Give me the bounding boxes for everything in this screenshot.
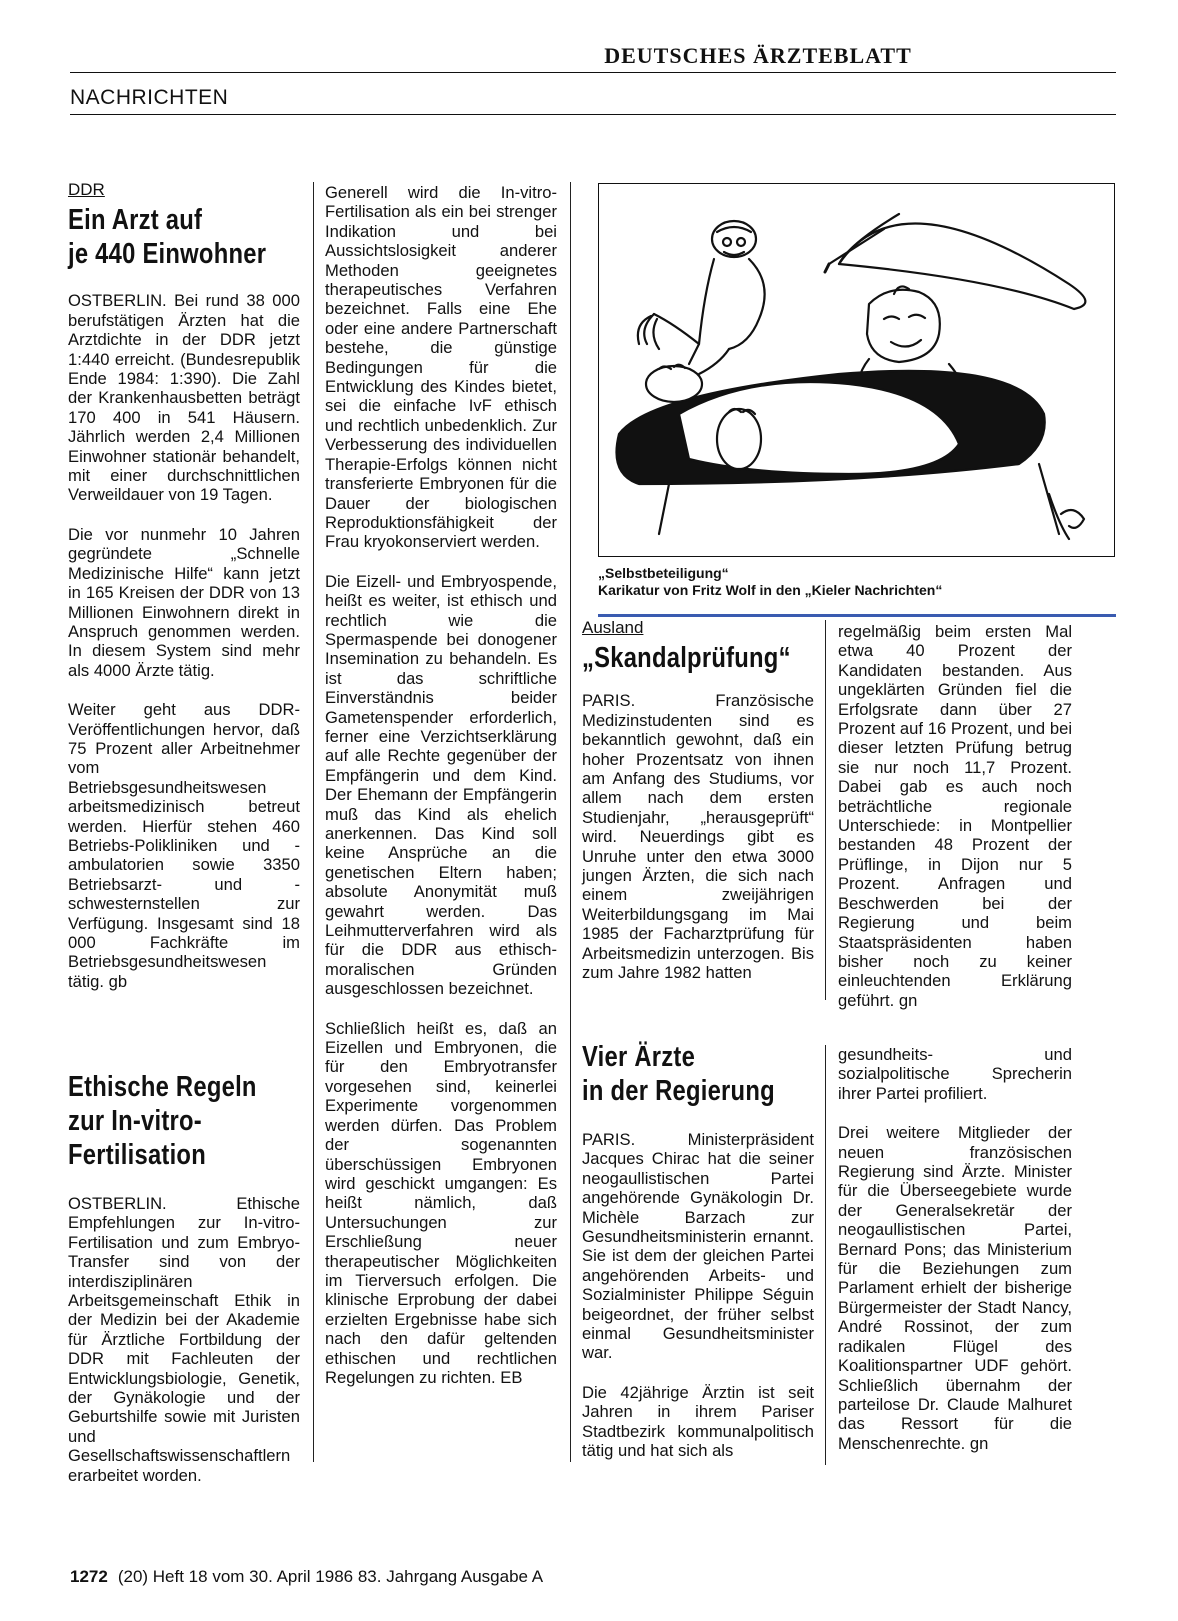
column-divider bbox=[570, 182, 571, 1462]
paragraph: Die 42jährige Ärztin ist seit Jahren in ihrem Pariser Stadtbezirk kommunalpolitisch tätig und hat sich als bbox=[582, 1382, 814, 1461]
headline: „Skandalprüfung“ bbox=[582, 642, 791, 675]
paragraph: PARIS. Ministerpräsident Jacques Chirac hat die seiner neogaullistischen Partei angehörende Gynäkologin Dr. Michèle Barzach zur Gesundheitsministerin ernannt. Sie ist dem der gleichen Partei angehörenden Arbeits- und Sozialminister Philippe Séguin beigeordnet, der früher selbst einmal Gesundheitsminister war. bbox=[582, 1130, 814, 1363]
headline: Ein Arzt auf je 440 Einwohner bbox=[68, 204, 267, 271]
paragraph: OSTBERLIN. Ethische Empfehlungen zur In-vitro-Fertilisation und zum Embryo-Transfer sind von der interdisziplinären Arbeitsgemeinschaft Ethik in der Medizin bei der Akademie für Ärztliche Fortbildung der DDR mit Fachleuten der Entwicklungsbiologie, Genetik, der Gynäkologie und der Geburtshilfe sowie mit Juristen und Gesellschaftswissenschaftlern erarbeitet worden. bbox=[68, 1194, 300, 1485]
caption-title: „Selbstbeteiligung“ bbox=[598, 565, 729, 581]
column-divider bbox=[825, 620, 826, 1000]
kicker: DDR bbox=[68, 180, 105, 199]
headline: Vier Ärzte in der Regierung bbox=[582, 1041, 775, 1107]
column-divider bbox=[825, 1045, 826, 1465]
paragraph: Die Eizell- und Embryospende, heißt es weiter, ist ethisch und rechtlich wie die Spermaspende bei donogener Insemination zu behandeln. Es ist das schriftliche Einverständnis beider Gametenspender erforderlich, ferner eine Verzichtserklärung auf alle Rechte gegenüber der Empfängerin und dem Kind. Der Ehemann der Empfängerin muß das Kind als ehelich anerkennen. Das Kind soll keine Ansprüche an die genetischen Eltern haben; absolute Anonymität muß gewahrt werden. Das Leihmutterverfahren wird als für die DDR aus ethisch-moralischen Gründen ausgeschlossen bezeichnet. bbox=[325, 571, 557, 999]
paragraph: PARIS. Französische Medizinstudenten sind es bekanntlich gewohnt, daß ein hoher Prozentsatz von ihnen am Anfang des Studiums, vor allem nach dem ersten Studienjahr, „herausgeprüft“ wird. Neuerdings gibt es Unruhe unter den etwa 3000 jungen Ärzten, die sich nach einem zweijährigen Weiterbildungsgang im Mai 1985 der Facharztprüfung für Arbeitsmedizin unterzogen. Bis zum Jahre 1982 hatten bbox=[582, 691, 814, 983]
article-ddr bbox=[68, 180, 300, 1011]
column-divider bbox=[313, 182, 314, 1462]
page-number: 1272 bbox=[70, 1567, 108, 1586]
masthead: DEUTSCHES ÄRZTEBLATT bbox=[604, 43, 912, 68]
paragraph: Die vor nunmehr 10 Jahren gegründete „Schnelle Medizinische Hilfe“ kann jetzt in 165 Kreisen der DDR von 13 Millionen Einwohnern direkt in Anspruch genommen werden. In diesem System sind mehr als 4000 Ärzte tätig. bbox=[68, 524, 300, 680]
section-title: NACHRICHTEN bbox=[70, 86, 229, 109]
issue-info: (20) Heft 18 vom 30. April 1986 83. Jahrgang Ausgabe A bbox=[117, 1567, 544, 1586]
caption-credit: Karikatur von Fritz Wolf in den „Kieler Nachrichten“ bbox=[598, 582, 943, 598]
section-divider bbox=[598, 614, 1116, 617]
paragraph: Schließlich heißt es, daß an Eizellen und Embryonen, die für den Embryotransfer vorgesehen sind, keinerlei Experimente vorgenommen werden dürfen. Das Problem der sogenannten überschüssigen Embryonen wird geschickt umgangen: Es heißt nämlich, daß Untersuchungen zur Erschließung neuer therapeutischer Möglichkeiten im Tierversuch erfolgen. Die klinische Erprobung der dabei erzielten Ergebnisse habe sich nach den dafür geltenden ethischen und rechtlichen Regelungen zu richten. EB bbox=[325, 1018, 557, 1387]
paragraph: Generell wird die In-vitro-Fertilisation als ein bei strenger Indikation und bei Aussichtslosigkeit anderer Methoden geeignetes therapeutisches Verfahren bezeichnet. Falls eine Ehe oder eine andere Partnerschaft bestehe, die günstige Bedingungen für die Entwicklung des Kindes bietet, sei die einfache IvF ethisch und rechtlich unbedenklich. Zur Verbesserung des individuellen Therapie-Erfolgs können nicht transferierte Embryonen für die Dauer der biologischen Reproduktionsfähigkeit der Frau kryokonserviert werden. bbox=[325, 183, 557, 552]
article-ivf-continued bbox=[325, 183, 557, 1407]
paragraph: Weiter geht aus DDR-Veröffentlichungen hervor, daß 75 Prozent aller Arbeitnehmer vom Betriebsgesundheitswesen arbeitsmedizinisch betreut werden. Hierfür stehen 460 Betriebs-Polikliniken und -ambulatorien sowie 3350 Betriebsarzt- und -schwesternstellen zur Verfügung. Insgesamt sind 18 000 Fachkräfte im Betriebsgesundheitswesen tätig. gb bbox=[68, 700, 300, 991]
masthead-rule bbox=[70, 72, 1116, 73]
headline: Ethische Regeln zur In-vitro- Fertilisation bbox=[68, 1071, 257, 1171]
paragraph: OSTBERLIN. Bei rund 38 000 berufstätigen Ärzten hat die Arztdichte in der DDR jetzt 1:440 erreicht. (Bundesrepublik Ende 1984: 1:390). Die Zahl der Krankenhausbetten beträgt 170 400 in 541 Häusern. Jährlich werden 2,4 Millionen Einwohner stationär behandelt, mit einer durchschnittlichen Verweildauer von 19 Tagen. bbox=[68, 291, 300, 505]
paragraph: Drei weitere Mitglieder der neuen französischen Regierung sind Ärzte. Minister für die Überseegebiete wurde der Generalsekretär der neogaullistischen Partei, Bernard Pons; das Ministerium für die Beziehungen zum Parlament erhielt der bisherige Bürgermeister der Stadt Nancy, André Rossinot, der zum radikalen Flügel des Koalitionspartner UDF gehört. Schließlich übernahm der parteilose Dr. Claude Malhuret das Ressort für die Menschenrechte. gn bbox=[838, 1123, 1072, 1453]
paragraph: gesundheits- und sozialpolitische Sprecherin ihrer Partei profiliert. bbox=[838, 1045, 1072, 1103]
article-ausland-continued bbox=[838, 622, 1072, 1030]
section-rule bbox=[70, 114, 1116, 115]
kicker: Ausland bbox=[582, 618, 644, 637]
article-ivf bbox=[68, 1070, 300, 1505]
article-regierung-continued bbox=[838, 1045, 1072, 1473]
cartoon-caption bbox=[598, 565, 1118, 599]
cartoon bbox=[598, 183, 1115, 557]
article-regierung bbox=[582, 1040, 814, 1481]
cartoon-illustration bbox=[599, 184, 1113, 555]
paragraph: regelmäßig beim ersten Mal etwa 40 Prozent der Kandidaten bestanden. Aus ungeklärten Gründen fiel die Erfolgsrate dann über 27 Prozent auf 16 Prozent, und bei dieser letzten Prüfung betrug sie nur noch 11,7 Prozent. Dabei gab es auch noch beträchtliche regionale Unterschiede: in Montpellier bestanden 48 Prozent der Prüflinge, in Dijon nur 5 Prozent. Anfragen und Beschwerden bei der Regierung und beim Staatspräsidenten haben bisher noch zu keiner einleuchtenden Erklärung geführt. gn bbox=[838, 622, 1072, 1010]
article-ausland bbox=[582, 618, 814, 1003]
page-footer bbox=[70, 1567, 543, 1587]
